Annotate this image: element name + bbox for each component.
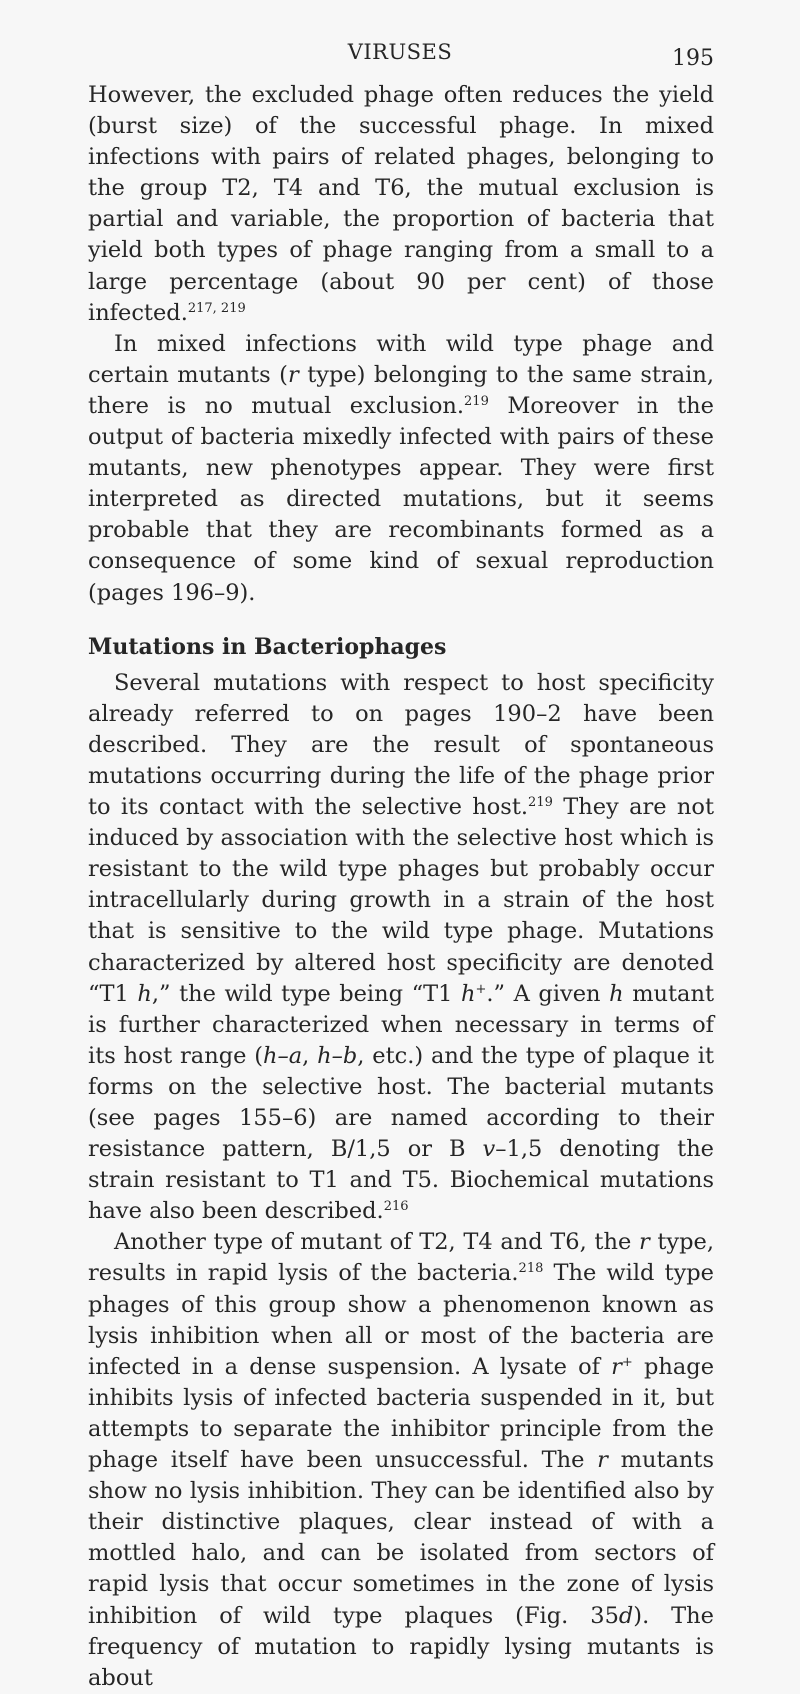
- italic-term: h–a: [263, 1042, 303, 1069]
- text-run: –1,5 denoting the strain resistant to T1 and T5. Biochemical mutations have also been described.: [88, 1136, 714, 1225]
- page-header: [0, 36, 800, 76]
- text-run: ,” the wild type being “T1: [151, 980, 461, 1007]
- page-body: [88, 80, 714, 1694]
- paragraph-3: [88, 668, 714, 1228]
- italic-term: h–b: [317, 1042, 358, 1069]
- italic-term: r: [638, 1229, 650, 1256]
- italic-term: d: [618, 1602, 634, 1629]
- text-run: .” A given: [486, 980, 610, 1007]
- plus-superscript: +: [475, 981, 487, 997]
- reference-superscript: 216: [383, 1199, 409, 1215]
- italic-term: r: [611, 1353, 622, 1380]
- italic-term: h: [460, 980, 476, 1007]
- running-head: VIRUSES: [347, 40, 453, 64]
- text-run: Moreover in the output of bacteria mixedly infected with pairs of these mutants, new phenotypes appear. They were first interpreted as directed mutations, but it seems probable that they are recombinants formed as a consequence of some kind of sexual reproduction (pages 196–9).: [88, 392, 714, 606]
- text-run: phage inhibits lysis of infected bacteria suspended in it, but attempts to separate the inhibitor principle from the phage itself have been unsuccessful. The: [88, 1353, 715, 1474]
- paragraph-4: [88, 1227, 714, 1693]
- text-run: ,: [302, 1042, 318, 1069]
- section-heading: Mutations in Bacteriophages: [88, 633, 447, 660]
- italic-term: h: [609, 980, 624, 1007]
- reference-superscript: 217, 219: [187, 300, 246, 316]
- paragraph-1: [88, 80, 714, 329]
- text-run: , etc.) and the type of plaque it forms on the selective host. The bacterial mutants (see pages 155–6) are named according to their resistance pattern, B/1,5 or B: [88, 1042, 714, 1163]
- text-run: type, results in rapid lysis of the bacteria.: [88, 1229, 715, 1287]
- page-number: 195: [672, 46, 714, 71]
- italic-term: r: [597, 1447, 608, 1474]
- text-run: mutant is further characterized when necessary in terms of its host range (: [88, 980, 715, 1069]
- text-run: mutants show no lysis inhibition. They can be identified also by their distinctive plaques, clear instead of with a mottled halo, and can be isolated from sectors of rapid lysis that occur sometimes in the zone of lysis inhibition of wild type plaques (Fig. 35: [88, 1447, 715, 1629]
- text-run: Several mutations with respect to host specificity already referred to on pages 190–2 have been described. They are the result of spontaneous mutations occurring during the life of the phage prior to its contact with the selective host.: [88, 669, 714, 821]
- text-run: ). The frequency of mutation to rapidly lysing mutants is about: [88, 1602, 714, 1691]
- text-run: The wild type phages of this group show a phenomenon known as lysis inhibition when all or most of the bacteria are infected in a dense suspension. A lysate of: [88, 1260, 714, 1380]
- plus-superscript: +: [621, 1354, 633, 1370]
- text-run: In mixed infections with wild type phage and certain mutants (: [88, 330, 714, 388]
- text-run: type) belonging to the same strain, there is no mutual exclusion.: [88, 361, 714, 419]
- italic-term: h: [137, 980, 152, 1007]
- reference-superscript: 218: [518, 1261, 544, 1277]
- reference-superscript: 219: [464, 393, 489, 409]
- italic-term: v: [482, 1136, 496, 1163]
- text-run: However, the excluded phage often reduces the yield (burst size) of the successful phage. In mixed infections with pairs of related phages, belonging to the group T2, T4 and T6, the mutual exclusion is partial and variable, the proportion of bacteria that yield both types of phage ranging from a small to a large percentage (about 90 per cent) of those infected.: [88, 82, 714, 326]
- text-run: Another type of mutant of T2, T4 and T6, the: [114, 1229, 639, 1256]
- italic-term: r: [287, 361, 299, 388]
- reference-superscript: 219: [528, 795, 553, 811]
- text-run: They are not induced by association with the selective host which is resistant to the wild type phages but probably occur intracellularly during growth in a strain of the host that is sensitive to the wild type phage. Mutations characterized by altered host specificity are denoted “T1: [88, 794, 714, 1007]
- paragraph-2: [88, 329, 714, 609]
